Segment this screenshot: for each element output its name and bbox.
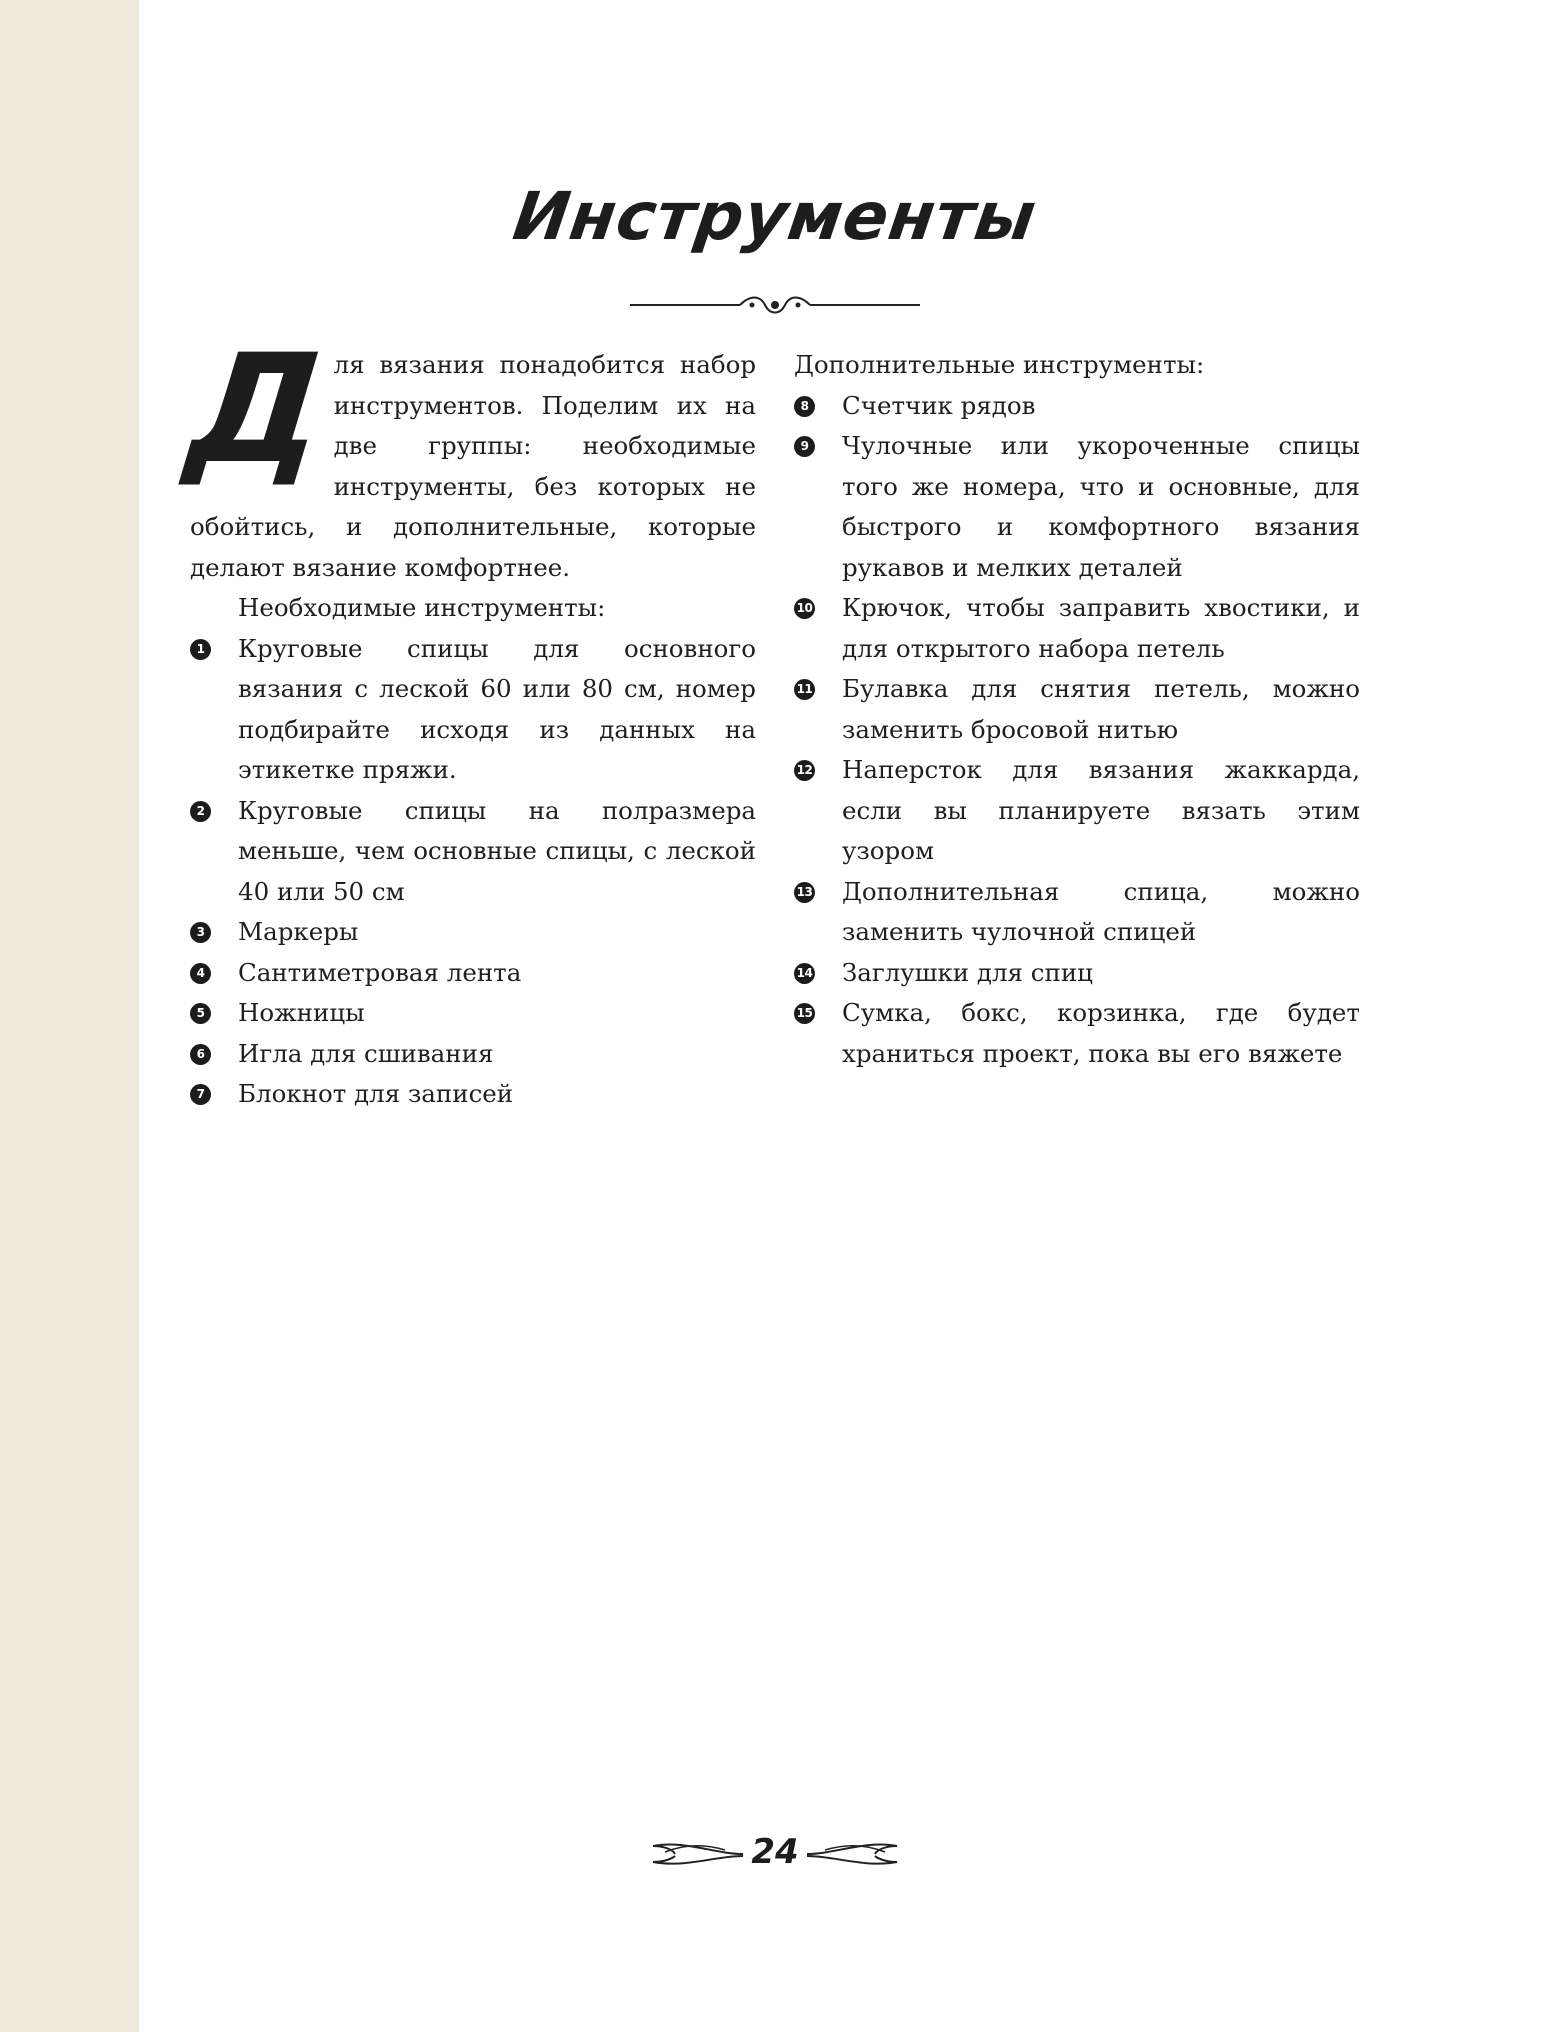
number-badge-icon: 2: [190, 801, 211, 822]
list-item-text: Маркеры: [238, 917, 359, 946]
title-ornament-divider: [630, 290, 920, 320]
additional-tools-list: [794, 386, 1360, 1075]
list-item-text: Крючок, чтобы заправить хвостики, и для открытого набора петель: [842, 593, 1360, 663]
list-item: [190, 1074, 756, 1115]
intro-paragraph: [180, 323, 756, 588]
additional-tools-heading: Дополнительные инструменты:: [794, 350, 1205, 379]
number-badge-icon: 6: [190, 1044, 211, 1065]
list-item-text: Круговые спицы на полразмера меньше, чем основные спицы, с леской 40 или 50 см: [238, 795, 756, 906]
left-column: [180, 323, 756, 1115]
list-item: [190, 629, 756, 791]
list-item-text: Наперсток для вязания жаккарда, если вы планируете вязать этим узором: [842, 755, 1360, 865]
number-badge-icon: 5: [190, 1003, 211, 1024]
drop-cap-letter: Д: [180, 323, 333, 497]
list-item-text: Чулочные или укороченные спицы того же номера, что и основные, для быстрого и комфортного вязания рукавов и мелких деталей: [842, 431, 1360, 582]
number-badge-icon: 8: [794, 396, 815, 417]
number-badge-icon: 10: [794, 598, 815, 619]
intro-text: ля вязания понадобится набор инструментов. Поделим их на две группы: необходимые инструменты, без которых не обойтись, и дополнительные, которые делают вязание комфортнее.: [190, 350, 756, 582]
list-item-text: Блокнот для записей: [238, 1079, 514, 1108]
list-item: [794, 750, 1360, 872]
list-item-text: Счетчик рядов: [842, 390, 1036, 420]
page-title: Инструменты: [508, 178, 1042, 255]
number-badge-icon: 12: [794, 760, 815, 781]
list-item-text: Ножницы: [238, 998, 365, 1027]
list-item: [794, 386, 1360, 427]
list-item-text: Игла для сшивания: [238, 1038, 494, 1068]
number-badge-icon: 15: [794, 1003, 815, 1024]
list-item-text: Сантиметровая лента: [238, 957, 522, 987]
number-badge-icon: 14: [794, 963, 815, 984]
list-item-text: Сумка, бокс, корзинка, где будет храниться проект, пока вы его вяжете: [842, 998, 1360, 1068]
right-column: [794, 345, 1360, 1074]
list-item: [190, 791, 756, 913]
essential-tools-list: [190, 629, 756, 1115]
list-item-text: Круговые спицы для основного вязания с леской 60 или 80 см, номер подбирайте исходя из данных на этикетке пряжи.: [238, 633, 756, 784]
list-item: [794, 588, 1360, 669]
list-item: [190, 912, 756, 953]
footer-ornament-left-icon: [645, 1834, 745, 1874]
page-footer: [0, 1828, 1550, 1878]
number-badge-icon: 9: [794, 436, 815, 457]
list-item: [190, 953, 756, 994]
list-item-text: Дополнительная спица, можно заменить чулочной спицей: [842, 876, 1360, 946]
essential-tools-heading: Необходимые инструменты:: [238, 593, 606, 622]
list-item: [190, 993, 756, 1034]
list-item-text: Булавка для снятия петель, можно заменить бросовой нитью: [842, 674, 1360, 744]
number-badge-icon: 13: [794, 882, 815, 903]
list-item: [794, 872, 1360, 953]
page-number: 24: [751, 1832, 799, 1872]
list-item: [794, 993, 1360, 1074]
number-badge-icon: 4: [190, 963, 211, 984]
footer-ornament-right-icon: [805, 1834, 905, 1874]
list-item: [794, 669, 1360, 750]
list-item-text: Заглушки для спиц: [842, 957, 1093, 987]
list-item: [190, 1034, 756, 1075]
number-badge-icon: 3: [190, 922, 211, 943]
number-badge-icon: 1: [190, 639, 211, 660]
number-badge-icon: 7: [190, 1084, 211, 1105]
page-margin-band: [0, 0, 139, 2032]
number-badge-icon: 11: [794, 679, 815, 700]
list-item: [794, 953, 1360, 994]
list-item: [794, 426, 1360, 588]
